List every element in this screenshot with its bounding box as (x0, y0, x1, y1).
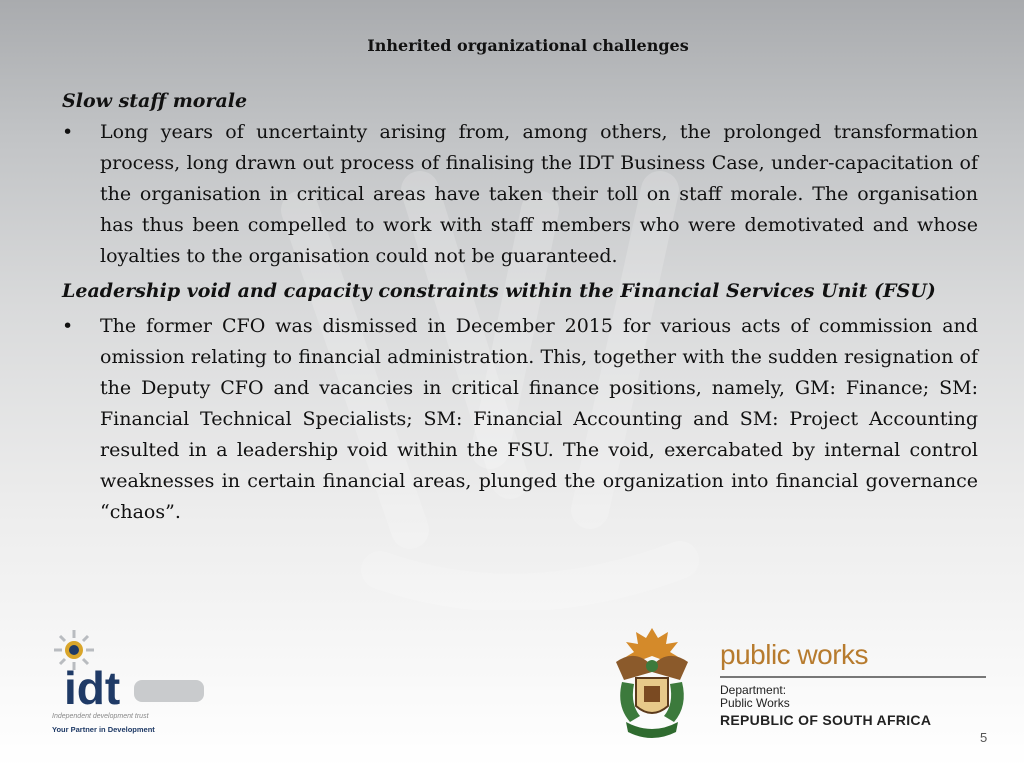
public-works-logo (720, 640, 990, 740)
dept-line-2: Public Works (720, 696, 790, 710)
public-works-department (720, 684, 790, 710)
slide-body (62, 86, 978, 528)
page-number: 5 (980, 730, 988, 745)
bullet-symbol: • (62, 121, 74, 143)
idt-logo (34, 626, 214, 738)
svg-text:Independent development trust: Independent development trust (52, 713, 149, 720)
public-works-divider (720, 676, 986, 678)
public-works-title: public works (720, 639, 869, 670)
dept-line-1: Department: (720, 683, 787, 697)
section-heading-morale: Slow staff morale (62, 90, 248, 112)
svg-text:idt: idt (64, 662, 121, 714)
public-works-country: REPUBLIC OF SOUTH AFRICA (720, 712, 932, 728)
section-heading-leadership: Leadership void and capacity constraints within the Financial Services Unit (FSU) (62, 280, 936, 302)
bullet-text-morale: Long years of uncertainty arising from, among others, the prolonged transformation process, long drawn out process of finalising the IDT Business Case, under-capacitation of the organisation in critical areas have taken their toll on staff morale. The organisation has thus been compelled to work with staff members who were demotivated and whose loyalties to the organisation could not be guaranteed. (100, 121, 978, 267)
bullet-text-leadership: The former CFO was dismissed in December 2015 for various acts of commission and omission relating to financial administration. This, together with the sudden resignation of the Deputy CFO and vacancies in critical finance positions, namely, GM: Finance; SM: Financial Technical Specialists; SM: Financial Accounting and SM: Project Accounting resulted in a leadership void within the FSU. The void, exercabated by internal control weaknesses in certain financial areas, plunged the organization into financial governance “chaos”. (100, 315, 978, 523)
bullet-item-leadership (62, 311, 978, 528)
coat-of-arms-icon (606, 622, 698, 742)
slide-title: Inherited organizational challenges (367, 36, 689, 55)
bullet-symbol: • (62, 315, 74, 337)
bullet-item-morale (62, 117, 978, 272)
svg-text:Your Partner in Development: Your Partner in Development (52, 725, 155, 734)
